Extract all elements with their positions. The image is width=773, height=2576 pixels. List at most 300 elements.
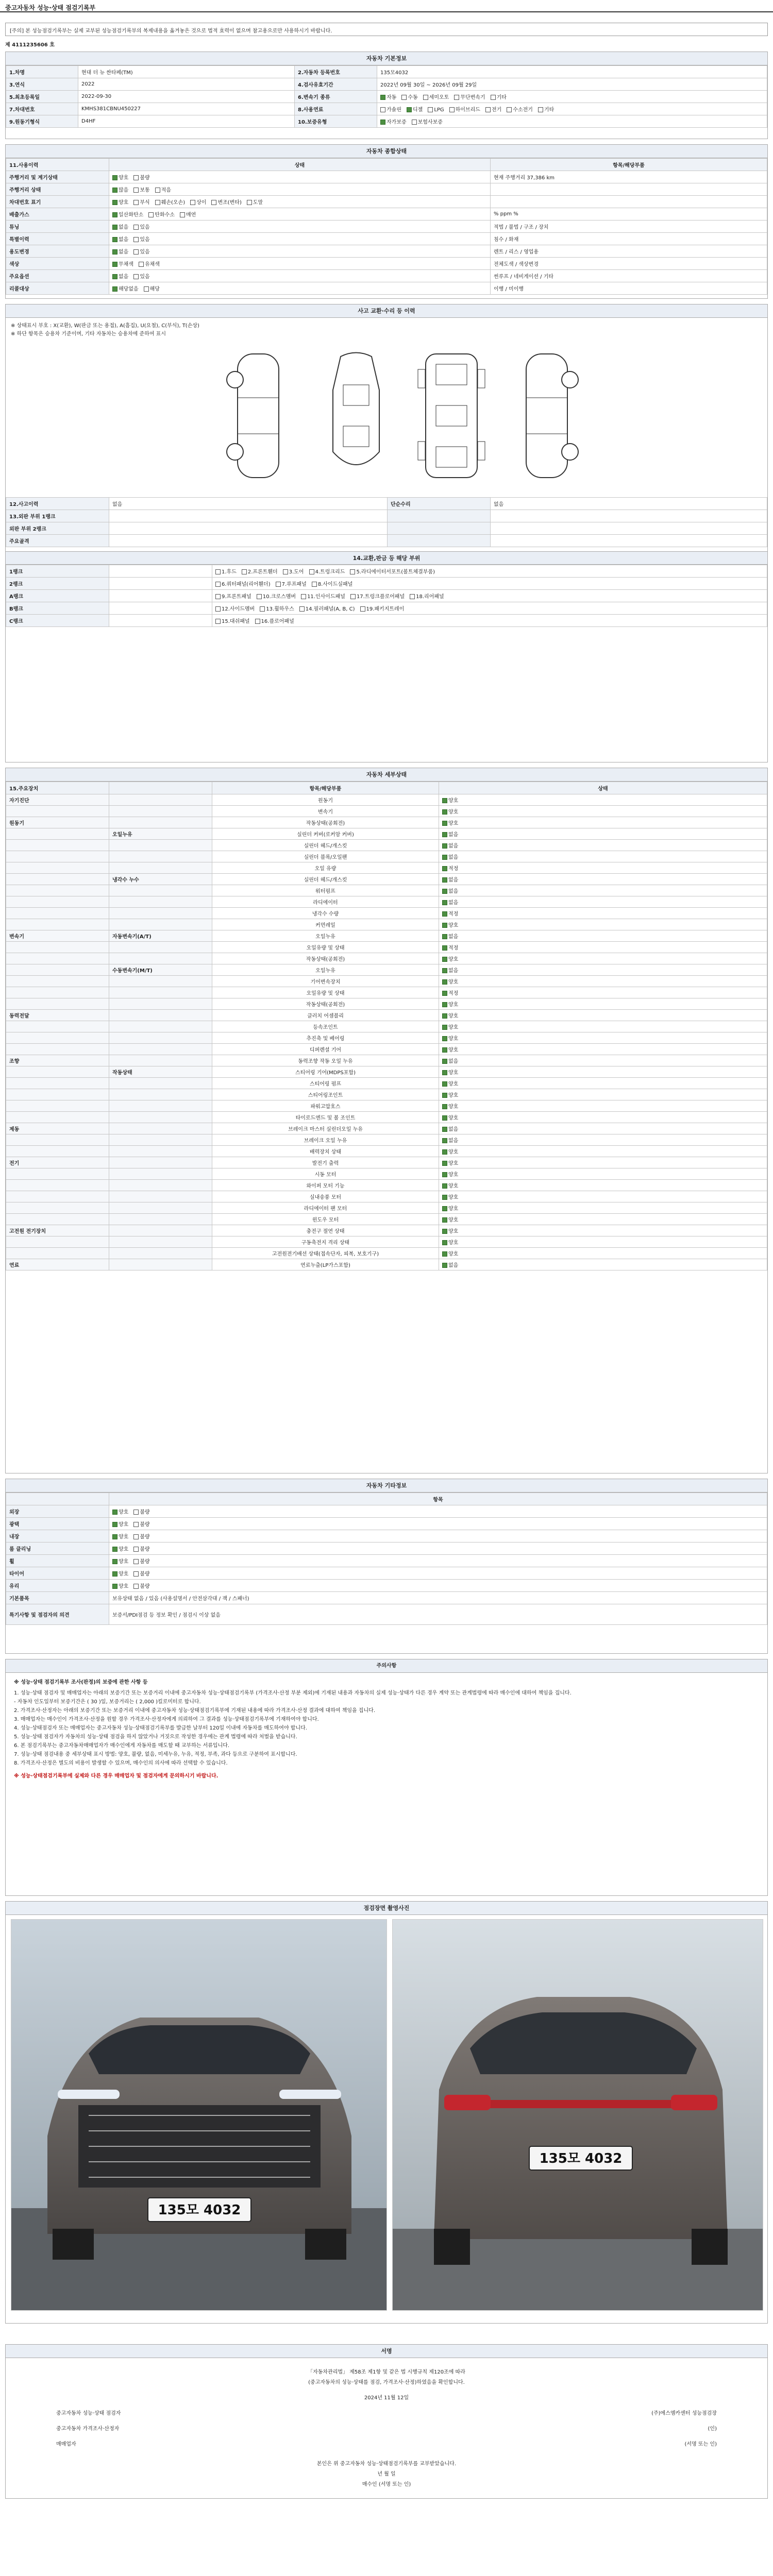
row-label: 배출가스 [6,208,109,221]
general-row [6,208,767,221]
checkbox-icon [442,1025,447,1030]
general-row [6,171,767,183]
checkbox-option: LPG [428,107,444,113]
general-status-section [5,144,768,299]
detail-group: 변속기 [6,930,109,942]
row-value [109,535,388,547]
detail-group [6,942,109,953]
basic-items-label: 기본품목 [6,1592,109,1604]
detail-item: 배력장치 상태 [212,1146,439,1157]
accident-row [6,535,767,547]
checkbox-option: 양호 [442,1034,458,1042]
checkbox-icon [454,95,459,100]
detail-row [6,1123,767,1134]
checkbox-option: 적정 [442,989,458,996]
checkbox-option: 가솔린 [380,105,401,113]
parts-table [6,565,767,627]
detail-group [6,828,109,840]
general-status-table [6,158,767,295]
rank-spacer [109,602,212,615]
field-value: 135모4032 [377,66,767,78]
checkbox-option: 양호 [442,1068,458,1076]
detail-row [6,1191,767,1202]
field-value: D4HF [78,115,295,128]
detail-group [6,1248,109,1259]
pricer-label: 중고자동차 가격조사·산정자 [56,2426,120,2432]
detail-group [6,1180,109,1191]
checkbox-option: 없음 [112,235,128,243]
buyer-date: 년 월 일 [377,2471,396,2477]
checkbox-option: 없음 [442,1057,458,1064]
detail-group [6,1044,109,1055]
buyer-line: 본인은 위 중고자동차 성능·상태점검기록부를 교부받았습니다. [316,2461,457,2467]
checkbox-option: 무단변속기 [454,93,485,100]
detail-row [6,1225,767,1236]
checkbox-option: 8.사이드실패널 [312,580,353,587]
checkbox-option: 적음 [155,185,171,193]
detail-subgroup [109,1021,212,1032]
checkbox-icon [380,95,385,100]
detail-group [6,1146,109,1157]
checkbox-icon [112,1571,117,1577]
checkbox-option: 양호 [442,977,458,985]
checkbox-option: 양호 [442,921,458,928]
car-top-diagram [320,349,392,483]
detail-state [439,1021,767,1032]
detail-subgroup: 작동상태 [109,1066,212,1078]
checkbox-icon [442,855,447,860]
basic-row [6,103,767,115]
note-line: 2. 가격조사·산정자는 아래의 보증기간 또는 보증거리 이내에 중고자동차 성능·상태점검기록부에 기재된 내용에 따라 가격조사·산정 결과에 대하여 책임을 집니다. [14,1708,376,1714]
detail-state [439,1202,767,1214]
checkbox-option: 불량 [133,1557,149,1565]
checkbox-icon [133,1559,139,1564]
checkbox-icon [350,594,356,599]
detail-state [439,998,767,1010]
detail-state [439,1168,767,1180]
detail-row [6,828,767,840]
checkbox-option: 보험사보증 [412,117,443,125]
section-title: 점검장면 촬영사진 [6,1902,767,1915]
field-label: 7.차대번호 [6,103,78,115]
section-title: 서명 [6,2345,767,2358]
checkbox-icon [242,569,247,574]
checkbox-option: 양호 [442,1238,458,1246]
detail-item: 오일누유 [212,930,439,942]
row-detail: 현재 주행거리 37,386 km [491,171,767,183]
other-row [6,1555,767,1567]
detail-row [6,794,767,806]
detail-group: 제동 [6,1123,109,1134]
other-value [109,1555,767,1567]
pricer-value: (인) [708,2426,717,2432]
sign-row-seller [15,2439,758,2450]
checkbox-icon [401,95,407,100]
checkbox-option: 매연 [180,210,196,218]
detail-item: 실린더 커버(로커암 커버) [212,828,439,840]
field-value: 2022년 09월 30일 ~ 2026년 09월 29일 [377,78,767,91]
other-label: 내장 [6,1530,109,1543]
section-title: 사고 교환·수리 등 이력 [6,304,767,318]
detail-item: 작동상태(공회전) [212,817,439,828]
checkbox-option: 양호 [442,955,458,962]
detail-item: 냉각수 수량 [212,908,439,919]
detail-row [6,1146,767,1157]
checkbox-option: 12.사이드멤버 [215,604,255,612]
row-state [109,270,491,282]
other-value [109,1543,767,1555]
row-label: 단순수리 [388,498,491,510]
detail-group: 동력전달 [6,1010,109,1021]
checkbox-option: 없음 [442,966,458,974]
checkbox-option: 적정 [442,943,458,951]
other-label: 룸 클리닝 [6,1543,109,1555]
detail-state [439,1123,767,1134]
other-label: 광택 [6,1518,109,1530]
checkbox-option: 해당없음 [112,284,139,292]
detail-state [439,908,767,919]
detail-group [6,987,109,998]
checkbox-icon [215,619,221,624]
checkbox-option: 세미오토 [423,93,449,100]
checkbox-icon [112,237,117,242]
checkbox-option: 13.휠하우스 [260,604,294,612]
checkbox-icon [255,619,260,624]
checkbox-icon [442,1036,447,1041]
detail-item: 오일누유 [212,964,439,976]
checkbox-icon [449,107,455,112]
row-value: 없음 [109,498,388,510]
section-title: 자동차 기타정보 [6,1479,767,1493]
row-label: 색상 [6,258,109,270]
detail-row [6,1032,767,1044]
detail-item: 고전원전기배선 상태(접속단자, 피복, 보호기구) [212,1248,439,1259]
detail-item: 라디에이터 [212,896,439,908]
parts-row [6,602,767,615]
checkbox-icon [442,1002,447,1007]
checkbox-icon [133,274,139,279]
checkbox-option: 보통 [133,185,149,193]
general-row [6,221,767,233]
seller-value: (서명 또는 인) [684,2442,717,2447]
checkbox-option: 양호 [442,807,458,815]
checkbox-option: 자가보증 [380,117,407,125]
field-label: 6.변속기 종류 [295,91,377,103]
rank-items [212,602,767,615]
sign-row-checker [15,2409,758,2419]
detail-state [439,1248,767,1259]
checkbox-icon [485,107,491,112]
checkbox-icon [301,594,306,599]
detail-subgroup [109,1236,212,1248]
detail-item: 클러치 어셈블리 [212,1010,439,1021]
checkbox-icon [442,866,447,871]
accident-legend [6,318,767,343]
detail-state [439,828,767,840]
other-label: 외장 [6,1505,109,1518]
detail-group [6,1168,109,1180]
basic-items-value: 보유상태 없음 / 있음 (사용설명서 / 안전삼각대 / 잭 / 스패너) [109,1592,767,1604]
checkbox-icon [442,968,447,973]
detail-item: 라디에이터 팬 모터 [212,1202,439,1214]
detail-row [6,1248,767,1259]
detail-state [439,851,767,862]
detail-subgroup [109,1112,212,1123]
detail-group [6,1236,109,1248]
car-bottom-diagram [413,349,490,483]
detail-state [439,1100,767,1112]
detail-subgroup [109,1100,212,1112]
detail-group [6,1100,109,1112]
doc-header [0,0,773,12]
row-state [109,258,491,270]
basic-row [6,91,767,103]
detail-subgroup [109,1168,212,1180]
checkbox-option: 양호 [112,1582,128,1589]
checkbox-icon [312,582,317,587]
checkbox-icon [350,569,355,574]
row-detail: 이행 / 미이행 [491,282,767,295]
row-value [109,522,388,535]
detail-row [6,964,767,976]
detail-subgroup [109,1123,212,1134]
detail-item: 발전기 출력 [212,1157,439,1168]
row-state [109,183,491,196]
checkbox-icon [442,1229,447,1234]
checkbox-icon [442,1195,447,1200]
checkbox-icon [112,200,117,205]
checkbox-icon [133,1547,139,1552]
detail-subgroup [109,885,212,896]
car-side-left-diagram [222,349,294,483]
rank-spacer [109,615,212,627]
checkbox-option: 기타 [491,93,507,100]
detail-state [439,794,767,806]
parts-row [6,590,767,602]
checkbox-option: 없음 [442,898,458,906]
detail-row [6,1168,767,1180]
checkbox-icon [257,594,262,599]
detail-row [6,896,767,908]
rank-spacer [109,565,212,578]
row-label: 주행거리 상태 [6,183,109,196]
checkbox-option: 4.트렁크리드 [309,567,345,575]
detail-subgroup [109,1010,212,1021]
detail-row [6,885,767,896]
general-row [6,258,767,270]
detail-row [6,976,767,987]
checkbox-option: 양호 [112,1569,128,1577]
detail-subgroup [109,976,212,987]
checkbox-option: 1.후드 [215,567,237,575]
sign-line: (중고자동차의 성능·상태를 점검, 가격조사·산정)하였음을 확인합니다. [308,2380,465,2385]
checkbox-icon [442,1263,447,1268]
checkbox-icon [380,107,385,112]
docno-value: 4111235606 [12,42,48,48]
checkbox-icon [112,1547,117,1552]
checkbox-option: 불량 [133,1520,149,1528]
note-line: 3. 매매업자는 매수인이 가격조사·산정을 원할 경우 가격조사·산정자에게 의뢰하여 그 결과를 성능·상태점검기록부에 기재하여야 합니다. [14,1717,319,1722]
photos-section [5,1901,768,2324]
checkbox-icon [112,225,117,230]
notes-section [5,1659,768,1896]
detail-group [6,896,109,908]
front-car-illustration [11,1920,387,2311]
checkbox-option: 없음 [442,1125,458,1132]
detail-item: 실린더 헤드/개스킷 [212,840,439,851]
general-row [6,282,767,295]
checkbox-option: 없음 [442,841,458,849]
note-line: 8. 가격조사·산정은 별도의 비용이 발생할 수 있으며, 매수인의 의사에 따라 선택할 수 있습니다. [14,1760,228,1766]
checkbox-icon [442,900,447,905]
detail-subgroup [109,817,212,828]
row-value: 없음 [491,498,767,510]
checkbox-option: 11.인사이드패널 [301,592,345,600]
detail-state [439,817,767,828]
detail-state [439,1259,767,1270]
checkbox-icon [133,1584,139,1589]
checkbox-option: 없음 [442,853,458,860]
detail-row [6,840,767,851]
rear-plate-text: 135모 4032 [539,2151,623,2166]
detail-row [6,1100,767,1112]
detail-item: 구동축전지 격리 상태 [212,1236,439,1248]
checkbox-option: 양호 [442,1204,458,1212]
detail-row [6,1236,767,1248]
detail-state [439,806,767,817]
row-detail: 렌트 / 리스 / 영업용 [491,245,767,258]
parts-row [6,565,767,578]
field-label: 1.차명 [6,66,78,78]
checkbox-icon [442,1059,447,1064]
row-value [491,535,767,547]
detail-state [439,942,767,953]
checkbox-option: 양호 [442,1147,458,1155]
other-row [6,1518,767,1530]
checkbox-icon [442,1240,447,1245]
checkbox-option: 양호 [442,796,458,804]
parts-title: 14.교환,판금 등 해당 부위 [6,551,767,565]
checkbox-icon [442,1161,447,1166]
detail-group [6,1066,109,1078]
detail-item: 작동상태(공회전) [212,998,439,1010]
field-label: 9.원동기형식 [6,115,78,128]
checkbox-option: 불량 [133,1582,149,1589]
row-state [109,221,491,233]
checkbox-option: 양호 [442,1113,458,1121]
checkbox-option: 불량 [133,1532,149,1540]
detail-item: 스티어링 기어(MDPS포함) [212,1066,439,1078]
detail-row [6,1202,767,1214]
detail-item: 실린더 헤드/개스킷 [212,874,439,885]
checkbox-icon [442,877,447,883]
detail-item: 브레이크 오일 누유 [212,1134,439,1146]
detail-state [439,976,767,987]
checkbox-icon [442,1047,447,1053]
detail-item: 추진축 및 베어링 [212,1032,439,1044]
field-label: 4.검사유효기간 [295,78,377,91]
notes-warning: ※ 성능·상태점검기록부에 실제와 다른 경우 매매업자 및 점검자에게 문의하시기 바랍니다. [14,1773,219,1779]
checkbox-option: 18.리어패널 [410,592,444,600]
detail-subgroup [109,1134,212,1146]
col-header: 11.사용이력 [6,159,109,171]
checkbox-icon [442,957,447,962]
checkbox-option: 있음 [133,235,149,243]
section-title: 주의사항 [6,1659,767,1673]
detail-group [6,874,109,885]
detail-group [6,851,109,862]
checkbox-option: 양호 [442,1091,458,1098]
doc-number [5,40,55,48]
row-label: 특별이력 [6,233,109,245]
checkbox-option: 양호 [442,1000,458,1008]
checkbox-option: 있음 [133,272,149,280]
checkbox-icon [442,821,447,826]
detail-item: 실내송풍 모터 [212,1191,439,1202]
rank-label: 2랭크 [6,578,109,590]
row-label: 13.외판 부위 1랭크 [6,510,109,522]
detail-group [6,998,109,1010]
checkbox-icon [442,889,447,894]
checkbox-option: 일산화탄소 [112,210,143,218]
detail-state [439,874,767,885]
checkbox-option: 양호 [442,1102,458,1110]
basic-row [6,115,767,128]
sign-line: 「자동차관리법」 제58조 제1항 및 같은 법 시행규칙 제120조에 따라 [308,2369,465,2375]
note-line: 5. 성능·상태 점검자가 자동차의 성능·상태 점검을 하지 않았거나 거짓으로 작성한 경우에는 관계 법령에 따라 처벌을 받습니다. [14,1734,297,1740]
checkbox-icon [112,274,117,279]
checkbox-icon [133,188,139,193]
checkbox-option: 전기 [485,105,501,113]
checkbox-icon [442,934,447,939]
checkbox-icon [155,200,160,205]
detail-subgroup [109,851,212,862]
checkbox-option: 무채색 [112,260,133,267]
detail-item: 등속조인트 [212,1021,439,1032]
detail-group [6,1021,109,1032]
detail-subgroup [109,1157,212,1168]
checkbox-option: 양호 [112,1507,128,1515]
detail-subgroup [109,1146,212,1157]
checkbox-icon [442,843,447,849]
col-header [6,1493,109,1505]
detail-subgroup [109,953,212,964]
detail-item: 오일유량 및 상태 [212,987,439,998]
notes-head: ※ 성능·상태 점검기록부 조사(판정)의 보증에 관한 사항 등 [14,1680,148,1685]
col-header: 15.주요장치 [6,782,109,794]
car-side-right-diagram [511,349,583,483]
detail-subgroup: 수동변속기(M/T) [109,964,212,976]
checkbox-icon [423,95,428,100]
checkbox-icon [442,832,447,837]
checkbox-icon [276,582,281,587]
row-label [388,522,491,535]
detail-state [439,1236,767,1248]
checkbox-option: 도말 [247,198,263,206]
checkbox-option: 5.라디에이터서포트(볼트체결부품) [350,567,435,575]
detail-subgroup [109,1180,212,1191]
detail-state [439,840,767,851]
detail-row [6,1157,767,1168]
row-detail: 썬루프 / 네비게이션 / 기타 [491,270,767,282]
detail-item: 동력조향 작동 오일 누유 [212,1055,439,1066]
checkbox-option: 없음 [442,1136,458,1144]
checkbox-icon [442,911,447,917]
detail-subgroup: 오일누유 [109,828,212,840]
detail-subgroup [109,908,212,919]
checkbox-option: 양호 [442,1227,458,1234]
detail-state [439,1112,767,1123]
